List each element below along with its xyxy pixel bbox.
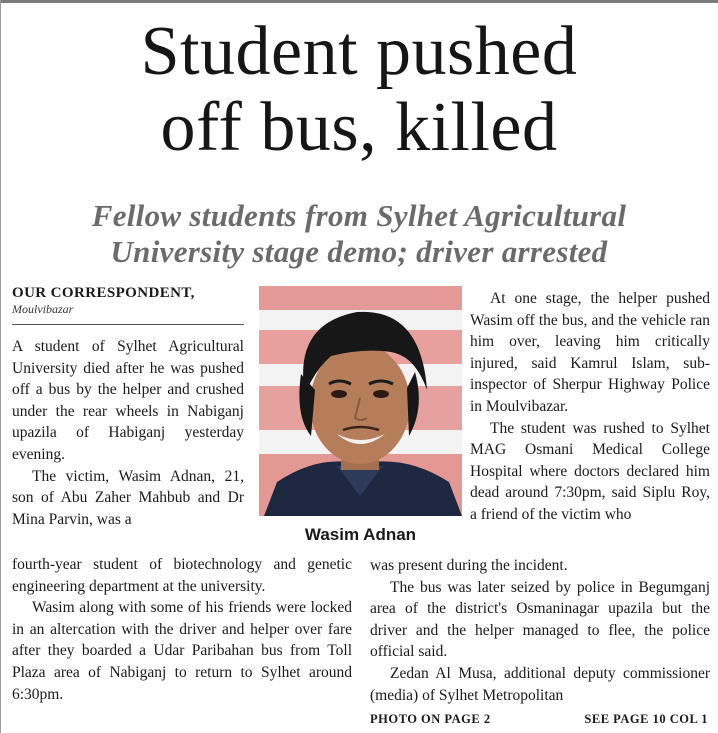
left-column — [12, 336, 244, 530]
wide-left-column — [12, 554, 352, 705]
paragraph-altercation: Wasim along with some of his friends were locked in an altercation with the driver and helper over fare after they boarded a Udar Paribahan bus from Toll Plaza area of Nabiganj to return to Sylhet around 6:30pm. — [12, 599, 352, 703]
wide-right-column — [370, 555, 710, 706]
headline-line-2: off bus, killed — [160, 89, 558, 166]
headline — [0, 14, 718, 166]
byline-rule — [12, 324, 244, 325]
paragraph-lede: A student of Sylhet Agricultural University died after he was pushed off a bus by the helper and crushed under the rear wheels in Nabiganj upazila of Habiganj yesterday evening. — [12, 338, 244, 463]
continued-reference[interactable]: SEE PAGE 10 COL 1 — [584, 712, 708, 726]
dateline: Moulvibazar — [12, 302, 74, 316]
right-column — [470, 288, 710, 526]
byline-name: OUR CORRESPONDENT, — [12, 285, 195, 301]
paragraph-victim-intro: The victim, Wasim Adnan, 21, son of Abu Zaher Mahbub and Dr Mina Parvin, was a — [12, 467, 244, 528]
subheadline — [0, 198, 718, 270]
photo-caption: Wasim Adnan — [304, 525, 417, 544]
victim-photo — [259, 286, 462, 516]
paragraph-incident: At one stage, the helper pushed Wasim off the bus, and the vehicle ran him over, leaving him critically injured, said Kamrul Islam, sub-inspector of Sherpur Highway Police in Moulvibazar. — [470, 290, 710, 415]
paragraph-hospital: The student was rushed to Sylhet MAG Osmani Medical College Hospital where doctors declared him dead around 7:30pm, said Siplu Roy, a friend of the victim who — [470, 419, 710, 523]
top-rule — [0, 0, 718, 3]
photo-reference[interactable]: PHOTO ON PAGE 2 — [370, 712, 491, 726]
subhead-line-2: University stage demo; driver arrested — [110, 234, 608, 269]
paragraph-hospital-continued: was present during the incident. — [370, 557, 568, 574]
headline-line-1: Student pushed — [140, 13, 578, 90]
victim-portrait-image — [259, 286, 462, 516]
paragraph-commissioner: Zedan Al Musa, additional deputy commissioner (media) of Sylhet Metropolitan — [370, 664, 710, 704]
paragraph-victim-continued: fourth-year student of biotechnology and genetic engineering department at the university. — [12, 556, 352, 595]
paragraph-bus-seized: The bus was later seized by police in Begumganj area of the district's Osmaninagar upazila but the driver and the helper managed to flee, the police official said. — [370, 578, 710, 661]
subhead-line-1: Fellow students from Sylhet Agricultural — [91, 198, 627, 233]
byline — [12, 285, 244, 317]
